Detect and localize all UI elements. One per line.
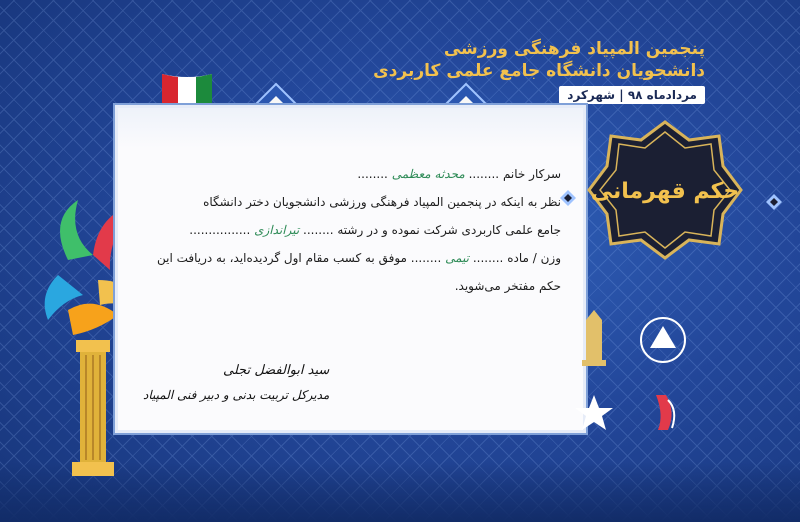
championship-badge: [585, 118, 745, 278]
salutation-line: [151, 160, 561, 188]
body-line-3-suffix: موفق به کسب مقام اول گردیده‌اید، به دریافت این: [156, 251, 407, 265]
card-top-band: [118, 108, 583, 148]
sponsor-logos: [568, 300, 768, 450]
signatory-name: سید ابوالفضل تجلی: [223, 363, 330, 378]
event-dots: ........: [472, 251, 504, 265]
certificate-card: [118, 108, 583, 430]
body-line-2-prefix: جامع علمی کاربردی شرکت نموده و در رشته: [337, 223, 561, 237]
salutation: سرکار خانم: [502, 167, 561, 181]
university-emblem-icon: [582, 310, 606, 366]
diamond-left-icon: [560, 190, 576, 206]
header-line-1: پنجمین المپیاد فرهنگی ورزشی: [443, 39, 705, 59]
body-line-3-prefix: وزن / ماده: [507, 251, 561, 265]
signatory-title: مدیرکل تربیت بدنی و دبیر فنی المپیاد: [143, 388, 330, 402]
header-line-2: دانشجویان دانشگاه جامع علمی کاربردی: [373, 61, 705, 81]
certificate-body: [151, 160, 561, 300]
event-name: تیمی: [445, 251, 470, 265]
date-place-tag: مردادماه ۹۸ | شهرکرد: [559, 86, 705, 104]
badge-text: حکم قهرمانی: [590, 179, 740, 204]
sport-name: تیراندازی: [254, 223, 300, 237]
sport-dots: ........: [303, 223, 334, 237]
signature-block: [143, 363, 329, 402]
recipient-name: محدثه معظمی: [391, 167, 465, 181]
body-line-2: [151, 216, 561, 244]
name-dots: ........: [468, 167, 500, 181]
sport-dots-trailing: ................: [189, 223, 251, 237]
body-line-4: حکم مفتخر می‌شوید.: [454, 279, 561, 293]
body-line-1: نظر به اینکه در پنجمین المپیاد فرهنگی ورزشی دانشجویان دختر دانشگاه: [203, 195, 561, 209]
name-dots-trailing: ........: [357, 167, 388, 181]
sports-ministry-logo-icon: [641, 318, 685, 362]
diamond-right-icon: [766, 194, 782, 210]
org-star-logo-icon: [575, 395, 613, 430]
ministry-science-logo-icon: [656, 395, 674, 430]
body-line-3: [151, 244, 561, 272]
event-dots-trailing: ........: [410, 251, 442, 265]
